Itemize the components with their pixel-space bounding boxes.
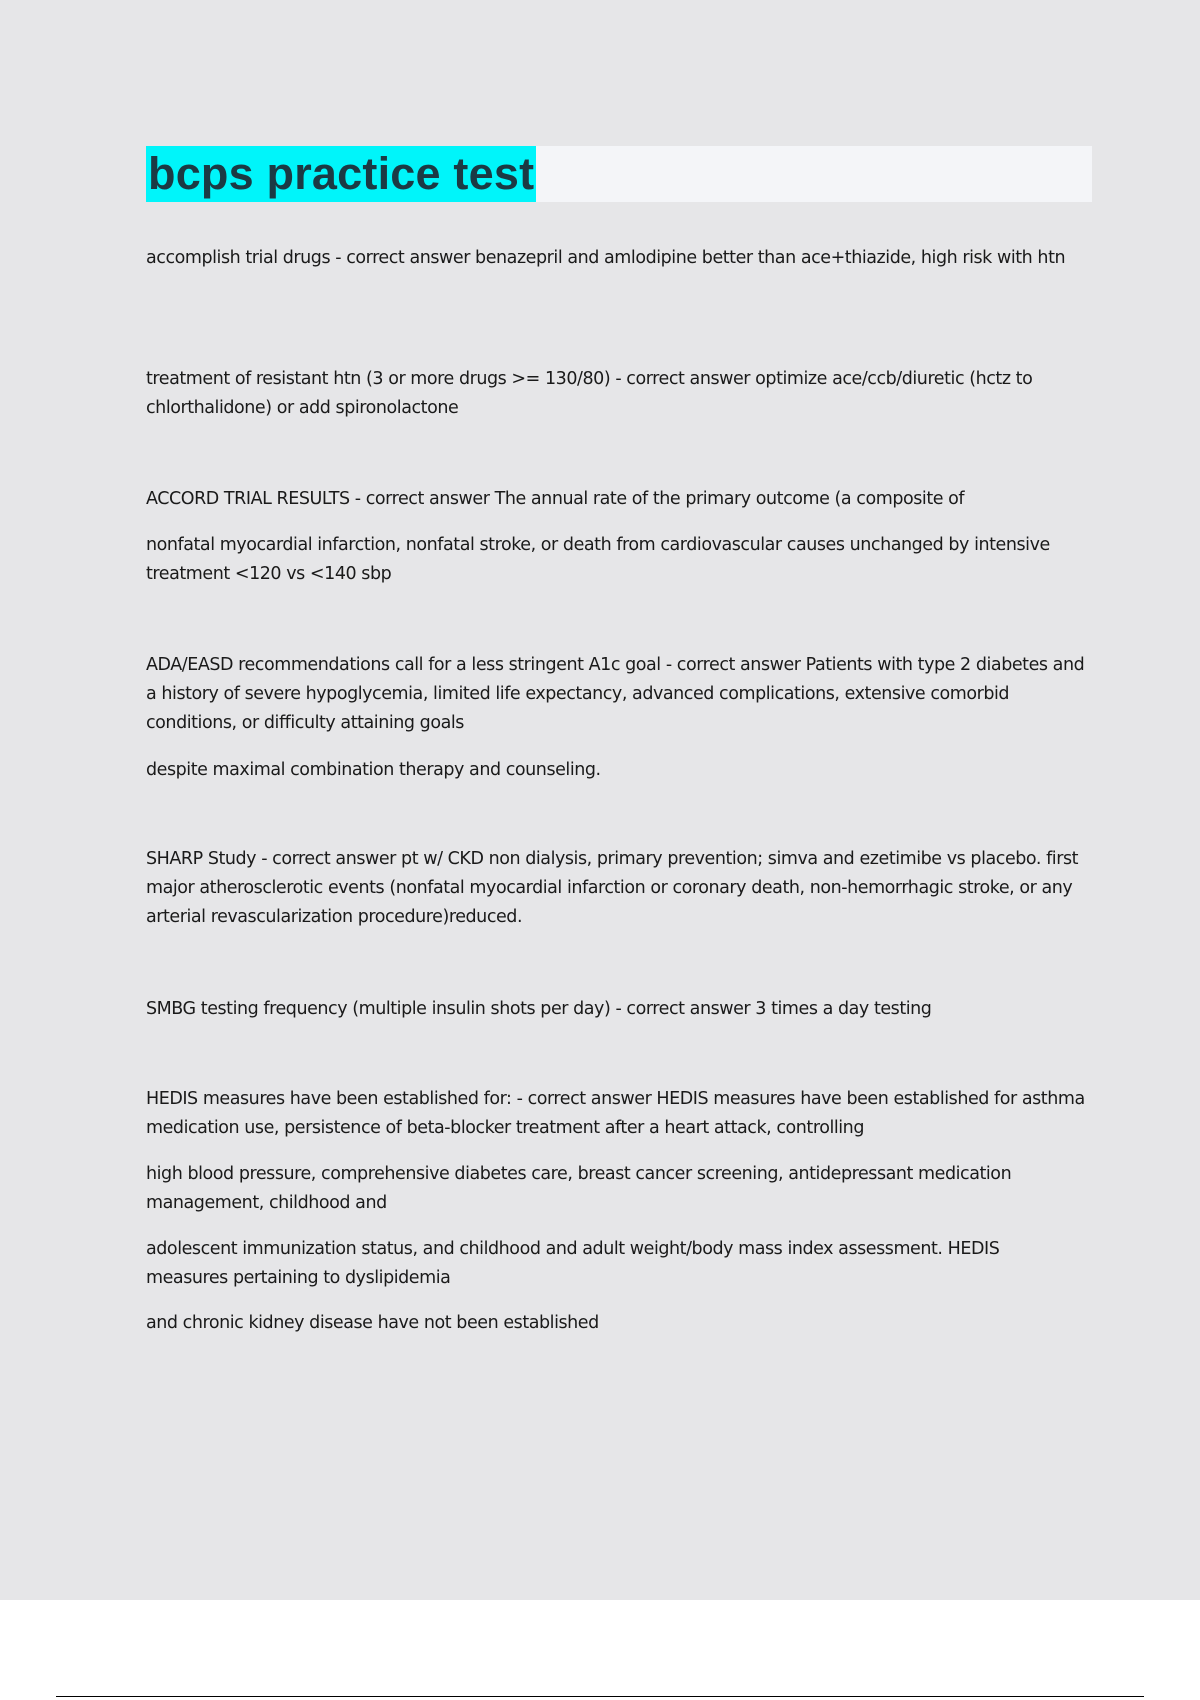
title-bar <box>146 146 1092 202</box>
paragraph-accord-trial-continued: nonfatal myocardial infarction, nonfatal stroke, or death from cardiovascular causes unchanged by intensive treatment <120 vs <140 sbp <box>146 535 1050 584</box>
paragraph-resistant-htn: treatment of resistant htn (3 or more drugs >= 130/80) - correct answer optimize ace/ccb/diuretic (hctz to chlorthalidone) or add spironolactone <box>146 369 1033 418</box>
footer-divider <box>56 1696 1144 1697</box>
paragraph-ada-easd-continued: despite maximal combination therapy and counseling. <box>146 760 601 780</box>
paragraph-sharp-study: SHARP Study - correct answer pt w/ CKD non dialysis, primary prevention; simva and ezetimibe vs placebo. first major atherosclerotic events (nonfatal myocardial infarction or coronary death, non-hemorrhagic stroke, or any arterial revascularization procedure)reduced. <box>146 849 1079 927</box>
paragraph-ada-easd: ADA/EASD recommendations call for a less stringent A1c goal - correct answer Patients with type 2 diabetes and a history of severe hypoglycemia, limited life expectancy, advanced complications, extensive comorbid conditions, or difficulty attaining goals <box>146 655 1085 733</box>
paragraph-hedis-continued-2: adolescent immunization status, and childhood and adult weight/body mass index assessment. HEDIS measures pertaining to dyslipidemia <box>146 1239 1000 1288</box>
document-title: bcps practice test <box>146 146 536 202</box>
paragraph-hedis-continued-3: and chronic kidney disease have not been established <box>146 1313 599 1333</box>
paragraph-smbg-testing: SMBG testing frequency (multiple insulin shots per day) - correct answer 3 times a day testing <box>146 999 932 1019</box>
paragraph-hedis-continued-1: high blood pressure, comprehensive diabetes care, breast cancer screening, antidepressant medication management, childhood and <box>146 1164 1012 1213</box>
paragraph-hedis: HEDIS measures have been established for: - correct answer HEDIS measures have been established for asthma medication use, persistence of beta-blocker treatment after a heart attack, controlling <box>146 1089 1085 1138</box>
paragraph-accomplish-trial: accomplish trial drugs - correct answer benazepril and amlodipine better than ace+thiazide, high risk with htn <box>146 248 1066 268</box>
paragraph-accord-trial: ACCORD TRIAL RESULTS - correct answer The annual rate of the primary outcome (a composite of <box>146 489 965 509</box>
